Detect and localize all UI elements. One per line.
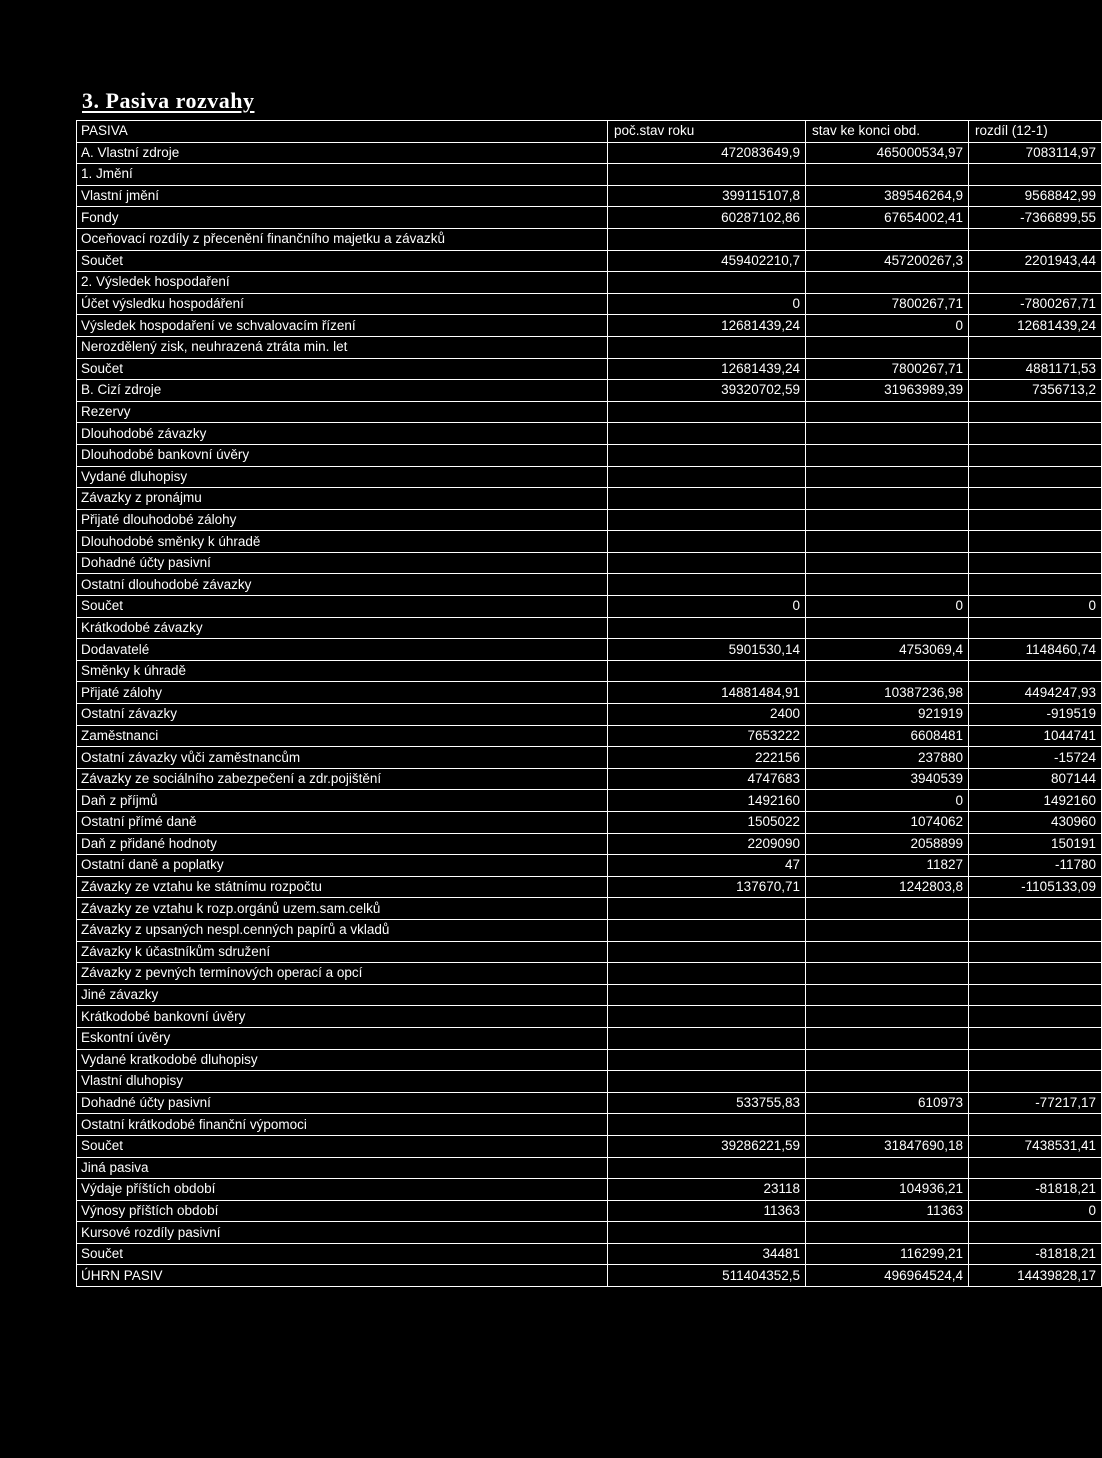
table-row [77,228,1102,250]
difference-value [969,1114,1102,1136]
column-header: stav ke konci obd. [806,121,969,143]
row-label: Ostatní závazky [77,704,608,726]
row-label: Dohadné účty pasivní [77,1092,608,1114]
start-value: 39320702,59 [608,380,806,402]
row-label: Směnky k úhradě [77,660,608,682]
end-value [806,1071,969,1093]
start-value [608,509,806,531]
start-value [608,531,806,553]
table-row [77,1071,1102,1093]
difference-value: 807144 [969,768,1102,790]
difference-value [969,919,1102,941]
row-label: Vlastní jmění [77,185,608,207]
end-value [806,272,969,294]
start-value: 14881484,91 [608,682,806,704]
end-value [806,509,969,531]
end-value: 4753069,4 [806,639,969,661]
start-value: 11363 [608,1200,806,1222]
difference-value: 0 [969,1200,1102,1222]
table-row [77,207,1102,229]
start-value: 459402210,7 [608,250,806,272]
table-row [77,747,1102,769]
difference-value [969,1049,1102,1071]
table-row [77,1265,1102,1287]
start-value [608,164,806,186]
end-value [806,1027,969,1049]
row-label: Eskontní úvěry [77,1027,608,1049]
row-label: Ostatní dlouhodobé závazky [77,574,608,596]
end-value [806,941,969,963]
table-row [77,876,1102,898]
start-value [608,336,806,358]
table-row [77,1243,1102,1265]
end-value: 389546264,9 [806,185,969,207]
difference-value [969,1027,1102,1049]
start-value: 2209090 [608,833,806,855]
difference-value [969,660,1102,682]
start-value [608,1049,806,1071]
difference-value: 7083114,97 [969,142,1102,164]
end-value: 237880 [806,747,969,769]
difference-value [969,336,1102,358]
end-value: 7800267,71 [806,358,969,380]
table-row [77,401,1102,423]
row-label: Oceňovací rozdíly z přecenění finančního majetku a závazků [77,228,608,250]
difference-value [969,272,1102,294]
difference-value: 0 [969,596,1102,618]
row-label: Vlastní dluhopisy [77,1071,608,1093]
difference-value: -7366899,55 [969,207,1102,229]
table-row [77,790,1102,812]
end-value [806,1114,969,1136]
start-value [608,919,806,941]
start-value: 39286221,59 [608,1135,806,1157]
end-value [806,1049,969,1071]
row-label: Závazky z pevných termínových operací a opcí [77,963,608,985]
column-header: poč.stav roku [608,121,806,143]
table-row [77,574,1102,596]
start-value [608,228,806,250]
difference-value [969,617,1102,639]
row-label: Rezervy [77,401,608,423]
difference-value: -77217,17 [969,1092,1102,1114]
table-row [77,272,1102,294]
row-label: Jiné závazky [77,984,608,1006]
end-value [806,660,969,682]
difference-value [969,963,1102,985]
table-row [77,423,1102,445]
table-row [77,1049,1102,1071]
start-value [608,1157,806,1179]
table-row [77,552,1102,574]
end-value: 7800267,71 [806,293,969,315]
end-value: 67654002,41 [806,207,969,229]
table-row [77,660,1102,682]
difference-value [969,488,1102,510]
row-label: Součet [77,358,608,380]
row-label: Dlouhodobé závazky [77,423,608,445]
row-label: Součet [77,1243,608,1265]
start-value: 47 [608,855,806,877]
start-value: 511404352,5 [608,1265,806,1287]
row-label: Součet [77,250,608,272]
difference-value [969,164,1102,186]
table-row [77,725,1102,747]
difference-value: 1492160 [969,790,1102,812]
table-row [77,1135,1102,1157]
table-row [77,1179,1102,1201]
table-row [77,466,1102,488]
start-value: 5901530,14 [608,639,806,661]
difference-value [969,898,1102,920]
row-label: Ostatní krátkodobé finanční výpomoci [77,1114,608,1136]
difference-value: -81818,21 [969,1243,1102,1265]
row-label: B. Cizí zdroje [77,380,608,402]
difference-value [969,1222,1102,1244]
row-label: Dlouhodobé směnky k úhradě [77,531,608,553]
difference-value [969,1071,1102,1093]
start-value [608,1222,806,1244]
start-value: 34481 [608,1243,806,1265]
table-row [77,1092,1102,1114]
end-value: 6608481 [806,725,969,747]
table-row [77,358,1102,380]
end-value: 0 [806,315,969,337]
end-value [806,466,969,488]
start-value [608,1114,806,1136]
start-value [608,552,806,574]
start-value [608,984,806,1006]
table-row [77,639,1102,661]
row-label: Jiná pasiva [77,1157,608,1179]
difference-value [969,466,1102,488]
difference-value: 2201943,44 [969,250,1102,272]
end-value [806,1006,969,1028]
end-value: 11363 [806,1200,969,1222]
difference-value: 430960 [969,812,1102,834]
start-value [608,488,806,510]
start-value: 60287102,86 [608,207,806,229]
table-row [77,1114,1102,1136]
start-value: 222156 [608,747,806,769]
table-row [77,444,1102,466]
start-value [608,272,806,294]
end-value: 465000534,97 [806,142,969,164]
row-label: Závazky k účastníkům sdružení [77,941,608,963]
start-value [608,444,806,466]
row-label: Součet [77,596,608,618]
table-row [77,1006,1102,1028]
difference-value [969,509,1102,531]
difference-value: 4494247,93 [969,682,1102,704]
end-value: 104936,21 [806,1179,969,1201]
difference-value [969,574,1102,596]
table-row [77,336,1102,358]
table-row [77,768,1102,790]
row-label: Nerozdělený zisk, neuhrazená ztráta min. let [77,336,608,358]
end-value [806,617,969,639]
difference-value: -1105133,09 [969,876,1102,898]
end-value [806,228,969,250]
end-value [806,1222,969,1244]
table-row [77,617,1102,639]
start-value [608,660,806,682]
row-label: Účet výsledku hospodáření [77,293,608,315]
start-value: 533755,83 [608,1092,806,1114]
row-label: Ostatní přímé daně [77,812,608,834]
row-label: Zaměstnanci [77,725,608,747]
row-label: Přijaté dlouhodobé zálohy [77,509,608,531]
end-value [806,336,969,358]
start-value [608,466,806,488]
end-value: 31963989,39 [806,380,969,402]
row-label: Výsledek hospodaření ve schvalovacím řízení [77,315,608,337]
end-value [806,898,969,920]
page-heading: 3. Pasiva rozvahy [82,88,255,113]
row-label: Daň z příjmů [77,790,608,812]
table-row [77,1222,1102,1244]
end-value: 3940539 [806,768,969,790]
row-label: 1. Jmění [77,164,608,186]
start-value: 0 [608,293,806,315]
difference-value: 4881171,53 [969,358,1102,380]
start-value [608,574,806,596]
end-value: 2058899 [806,833,969,855]
difference-value: -81818,21 [969,1179,1102,1201]
row-label: ÚHRN PASIV [77,1265,608,1287]
row-label: Závazky ze vztahu k rozp.orgánů uzem.sam.celků [77,898,608,920]
end-value [806,164,969,186]
row-label: Ostatní závazky vůči zaměstnancům [77,747,608,769]
end-value [806,552,969,574]
table-row [77,812,1102,834]
difference-value [969,423,1102,445]
start-value [608,898,806,920]
difference-value: 12681439,24 [969,315,1102,337]
header-row [77,121,1102,143]
difference-value: -919519 [969,704,1102,726]
end-value [806,919,969,941]
table-row [77,704,1102,726]
difference-value [969,1006,1102,1028]
row-label: Závazky z pronájmu [77,488,608,510]
table-row [77,380,1102,402]
table-row [77,919,1102,941]
start-value [608,941,806,963]
table-row [77,1200,1102,1222]
start-value: 2400 [608,704,806,726]
end-value [806,963,969,985]
table-row [77,833,1102,855]
start-value: 137670,71 [608,876,806,898]
end-value [806,531,969,553]
table-row [77,531,1102,553]
difference-value: -15724 [969,747,1102,769]
table-row [77,250,1102,272]
table-row [77,488,1102,510]
row-label: 2. Výsledek hospodaření [77,272,608,294]
difference-value [969,1157,1102,1179]
table-row [77,142,1102,164]
table-row [77,898,1102,920]
end-value [806,423,969,445]
difference-value [969,228,1102,250]
row-label: Přijaté zálohy [77,682,608,704]
difference-value: 1044741 [969,725,1102,747]
start-value [608,1071,806,1093]
row-label: Výdaje příštích období [77,1179,608,1201]
end-value [806,444,969,466]
row-label: Dohadné účty pasivní [77,552,608,574]
table-row [77,164,1102,186]
start-value: 399115107,8 [608,185,806,207]
row-label: Ostatní daně a poplatky [77,855,608,877]
difference-value: 14439828,17 [969,1265,1102,1287]
pasiva-table [76,120,1102,1287]
row-label: Dlouhodobé bankovní úvěry [77,444,608,466]
row-label: Součet [77,1135,608,1157]
difference-value [969,552,1102,574]
end-value: 0 [806,596,969,618]
row-label: Výnosy příštích období [77,1200,608,1222]
difference-value [969,401,1102,423]
start-value [608,423,806,445]
end-value: 1074062 [806,812,969,834]
end-value: 921919 [806,704,969,726]
start-value: 1492160 [608,790,806,812]
difference-value [969,941,1102,963]
start-value: 0 [608,596,806,618]
table-row [77,509,1102,531]
start-value [608,401,806,423]
start-value [608,1027,806,1049]
end-value [806,1157,969,1179]
difference-value [969,531,1102,553]
difference-value: 7438531,41 [969,1135,1102,1157]
column-header: PASIVA [77,121,608,143]
row-label: Závazky ze vztahu ke státnímu rozpočtu [77,876,608,898]
difference-value: 150191 [969,833,1102,855]
row-label: Vydané dluhopisy [77,466,608,488]
table-row [77,682,1102,704]
start-value: 1505022 [608,812,806,834]
table-row [77,941,1102,963]
start-value: 472083649,9 [608,142,806,164]
difference-value: 1148460,74 [969,639,1102,661]
table-row [77,596,1102,618]
row-label: Daň z přidané hodnoty [77,833,608,855]
table-row [77,855,1102,877]
table-row [77,963,1102,985]
row-label: A. Vlastní zdroje [77,142,608,164]
end-value [806,401,969,423]
start-value [608,1006,806,1028]
row-label: Fondy [77,207,608,229]
row-label: Závazky ze sociálního zabezpečení a zdr.pojištění [77,768,608,790]
difference-value: 9568842,99 [969,185,1102,207]
end-value: 496964524,4 [806,1265,969,1287]
row-label: Vydané kratkodobé dluhopisy [77,1049,608,1071]
end-value: 116299,21 [806,1243,969,1265]
table-row [77,315,1102,337]
end-value [806,574,969,596]
end-value [806,488,969,510]
start-value: 4747683 [608,768,806,790]
table-row [77,984,1102,1006]
end-value: 457200267,3 [806,250,969,272]
start-value [608,617,806,639]
difference-value [969,444,1102,466]
difference-value: -7800267,71 [969,293,1102,315]
start-value [608,963,806,985]
table-row [77,1157,1102,1179]
table-body [77,121,1102,1287]
row-label: Závazky z upsaných nespl.cenných papírů a vkladů [77,919,608,941]
difference-value [969,984,1102,1006]
end-value [806,984,969,1006]
difference-value: 7356713,2 [969,380,1102,402]
end-value: 610973 [806,1092,969,1114]
row-label: Kursové rozdíly pasivní [77,1222,608,1244]
table-row [77,185,1102,207]
table-row [77,1027,1102,1049]
difference-value: -11780 [969,855,1102,877]
start-value: 12681439,24 [608,315,806,337]
column-header: rozdíl (12-1) [969,121,1102,143]
start-value: 7653222 [608,725,806,747]
start-value: 12681439,24 [608,358,806,380]
start-value: 23118 [608,1179,806,1201]
end-value: 0 [806,790,969,812]
row-label: Krátkodobé bankovní úvěry [77,1006,608,1028]
end-value: 10387236,98 [806,682,969,704]
table-row [77,293,1102,315]
row-label: Krátkodobé závazky [77,617,608,639]
row-label: Dodavatelé [77,639,608,661]
end-value: 1242803,8 [806,876,969,898]
end-value: 31847690,18 [806,1135,969,1157]
end-value: 11827 [806,855,969,877]
